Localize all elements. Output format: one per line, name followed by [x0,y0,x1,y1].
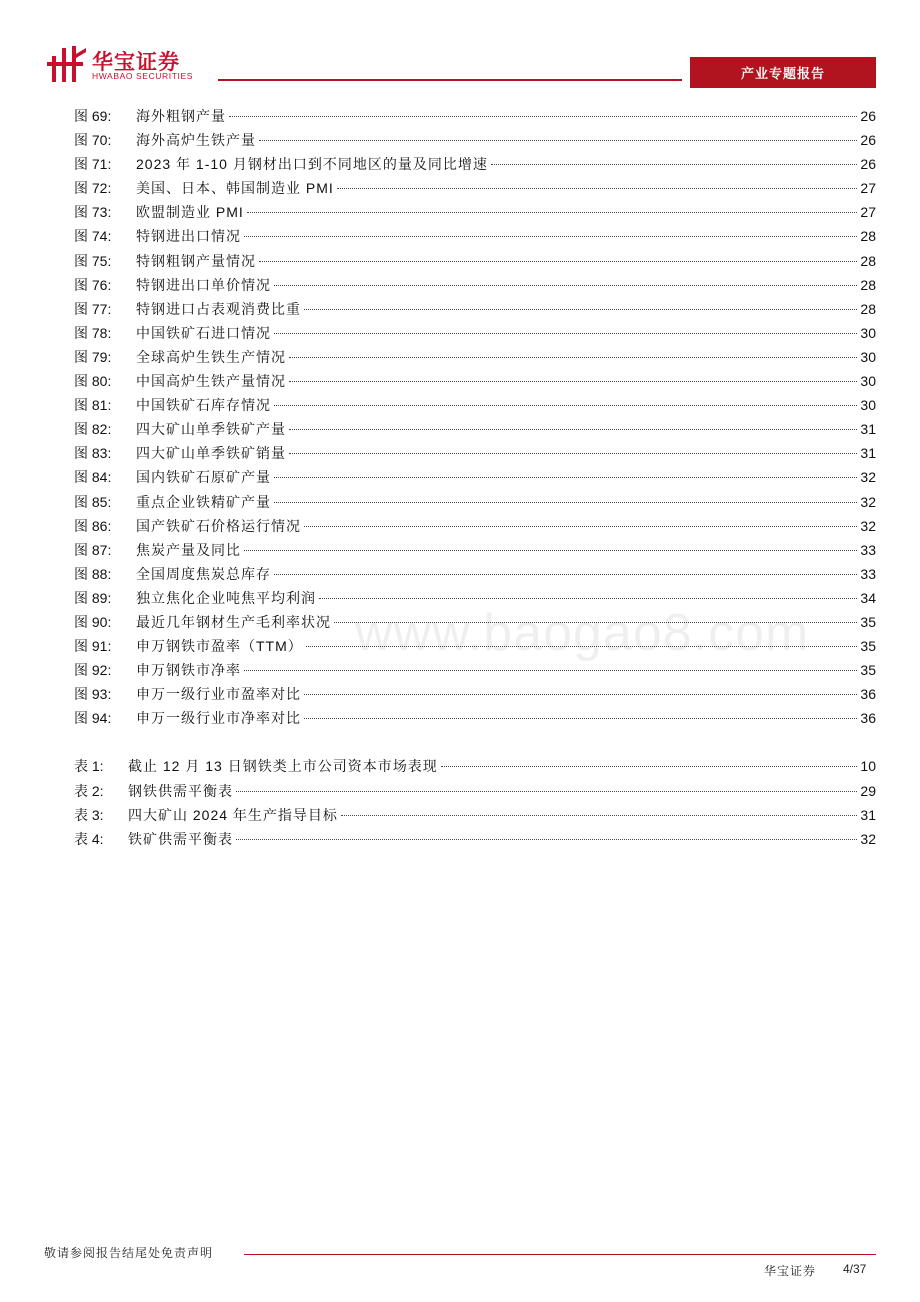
toc-figure-entry[interactable] [74,417,876,441]
toc-leader-dots [259,261,857,262]
toc-leader-dots [236,839,857,840]
toc-leader-dots [274,405,857,406]
toc-label: 图 78: [74,324,112,341]
toc-page-number: 36 [860,686,876,703]
toc-label: 图 79: [74,348,112,365]
toc-leader-dots [304,694,857,695]
toc-title: 四大矿山单季铁矿产量 [136,421,286,438]
toc-title: 申万一级行业市盈率对比 [136,686,301,703]
toc-leader-dots [289,429,857,430]
toc-leader-dots [274,477,857,478]
toc-page-number: 36 [860,710,876,727]
toc-leader-dots [274,333,857,334]
toc-page-number: 28 [860,228,876,245]
toc-figure-entry[interactable] [74,490,876,514]
toc-title: 特钢进出口情况 [136,228,241,245]
toc-label: 图 80: [74,373,112,390]
toc-leader-dots [289,453,857,454]
toc-page-number: 28 [860,276,876,293]
toc-figure-entry[interactable] [74,538,876,562]
toc-title: 2023 年 1-10 月钢材出口到不同地区的量及同比增速 [136,156,488,173]
brand-logo [46,44,216,84]
toc-leader-dots [244,236,857,237]
toc-label: 图 74: [74,228,112,245]
toc-label: 图 94: [74,710,112,727]
toc-page-number: 31 [860,445,876,462]
toc-leader-dots [274,502,857,503]
brand-name-cn: 华宝证券 [92,51,180,74]
toc-label: 图 89: [74,589,112,606]
toc-title: 中国高炉生铁产量情况 [136,373,286,390]
toc-title: 重点企业铁精矿产量 [136,493,271,510]
toc-title: 四大矿山 2024 年生产指导目标 [128,806,338,823]
brand-name-en: HWABAO SECURITIES [92,71,194,81]
toc-label: 表 2: [74,782,104,799]
toc-figure-entry[interactable] [74,297,876,321]
toc-label: 图 83: [74,445,112,462]
toc-table-entry[interactable] [74,827,876,851]
toc-figure-entry[interactable] [74,321,876,345]
toc-figure-entry[interactable] [74,345,876,369]
toc-page-number: 26 [860,132,876,149]
footer-divider [244,1254,876,1255]
toc-figure-entry[interactable] [74,104,876,128]
toc-title: 特钢进出口单价情况 [136,276,271,293]
toc-figure-entry[interactable] [74,465,876,489]
toc-label: 图 93: [74,686,112,703]
toc-label: 图 72: [74,180,112,197]
toc-leader-dots [341,815,857,816]
toc-leader-dots [274,574,857,575]
toc-page-number: 27 [860,204,876,221]
toc-page-number: 32 [860,493,876,510]
toc-title: 独立焦化企业吨焦平均利润 [136,589,316,606]
toc-label: 表 4: [74,830,104,847]
toc-figure-entry[interactable] [74,514,876,538]
toc-leader-dots [236,791,857,792]
toc-title: 申万钢铁市盈率（TTM） [136,638,303,655]
page-header [0,0,920,100]
toc-title: 铁矿供需平衡表 [128,830,233,847]
toc-page-number: 35 [860,638,876,655]
report-type-badge: 产业专题报告 [690,57,876,88]
toc-title: 特钢进口占表观消费比重 [136,300,301,317]
toc-leader-dots [247,212,858,213]
toc-label: 表 3: [74,806,104,823]
toc-label: 图 71: [74,156,112,173]
toc-label: 图 75: [74,252,112,269]
toc-label: 图 91: [74,638,112,655]
toc-label: 图 88: [74,565,112,582]
toc-title: 中国铁矿石进口情况 [136,324,271,341]
toc-leader-dots [244,670,857,671]
toc-label: 图 84: [74,469,112,486]
toc-figure-entry[interactable] [74,441,876,465]
toc-page-number: 30 [860,324,876,341]
toc-leader-dots [319,598,857,599]
toc-page-number: 30 [860,397,876,414]
toc-page-number: 35 [860,662,876,679]
toc-title: 全国周度焦炭总库存 [136,565,271,582]
toc-page-number: 32 [860,830,876,847]
toc-page-number: 30 [860,348,876,365]
toc-leader-dots [259,140,857,141]
toc-label: 图 82: [74,421,112,438]
toc-page-number: 32 [860,517,876,534]
toc-title: 全球高炉生铁生产情况 [136,348,286,365]
toc-leader-dots [304,718,857,719]
toc-leader-dots [491,164,858,165]
watermark-text: www.baogao8.com [355,604,810,662]
toc-label: 图 76: [74,276,112,293]
toc-table-entry[interactable] [74,779,876,803]
toc-page-number: 30 [860,373,876,390]
toc-title: 截止 12 月 13 日钢铁类上市公司资本市场表现 [128,758,438,775]
toc-figure-entry[interactable] [74,152,876,176]
toc-figure-entry[interactable] [74,224,876,248]
toc-label: 图 77: [74,300,112,317]
toc-page-number: 27 [860,180,876,197]
toc-figure-entry[interactable] [74,200,876,224]
toc-label: 图 86: [74,517,112,534]
toc-leader-dots [337,188,858,189]
toc-title: 国产铁矿石价格运行情况 [136,517,301,534]
table-of-figures [74,104,876,851]
toc-page-number: 28 [860,300,876,317]
toc-leader-dots [441,766,858,767]
toc-title: 国内铁矿石原矿产量 [136,469,271,486]
toc-title: 海外粗钢产量 [136,108,226,124]
toc-title: 美国、日本、韩国制造业 PMI [136,180,334,197]
toc-page-number: 35 [860,613,876,630]
toc-page-number: 34 [860,589,876,606]
toc-title: 中国铁矿石库存情况 [136,397,271,414]
toc-figure-entry[interactable] [74,273,876,297]
toc-figure-entry[interactable] [74,706,876,730]
toc-leader-dots [304,309,857,310]
toc-leader-dots [244,550,857,551]
page-number: 4/37 [843,1262,867,1276]
toc-page-number: 33 [860,541,876,558]
toc-title: 海外高炉生铁产量 [136,132,256,149]
toc-page-number: 28 [860,252,876,269]
toc-label: 图 90: [74,613,112,630]
toc-title: 申万钢铁市净率 [136,662,241,679]
toc-title: 最近几年钢材生产毛利率状况 [136,613,331,630]
toc-page-number: 10 [860,758,876,775]
toc-leader-dots [289,381,857,382]
toc-page-number: 32 [860,469,876,486]
toc-figure-entry[interactable] [74,393,876,417]
toc-title: 焦炭产量及同比 [136,541,241,558]
toc-title: 四大矿山单季铁矿销量 [136,445,286,462]
toc-label: 图 69: [74,108,112,124]
hwabao-logo-icon [46,44,88,84]
toc-label: 图 92: [74,662,112,679]
toc-title: 钢铁供需平衡表 [128,782,233,799]
toc-page-number: 29 [860,782,876,799]
toc-figure-entry[interactable] [74,682,876,706]
toc-page-number: 31 [860,806,876,823]
toc-figure-entry[interactable] [74,128,876,152]
toc-section-gap [74,730,876,754]
toc-title: 欧盟制造业 PMI [136,204,244,221]
toc-page-number: 33 [860,565,876,582]
toc-table-entry[interactable] [74,803,876,827]
toc-label: 图 87: [74,541,112,558]
footer-disclaimer: 敬请参阅报告结尾处免责声明 [44,1246,214,1260]
toc-label: 图 70: [74,132,112,149]
toc-leader-dots [289,357,857,358]
toc-page-number: 26 [860,108,876,124]
toc-table-entry[interactable] [74,754,876,778]
toc-leader-dots [229,116,857,117]
toc-title: 申万一级行业市净率对比 [136,710,301,727]
toc-figure-entry[interactable] [74,562,876,586]
toc-figure-entry[interactable] [74,249,876,273]
toc-title: 特钢粗钢产量情况 [136,252,256,269]
toc-label: 图 85: [74,493,112,510]
toc-figure-entry[interactable] [74,369,876,393]
toc-label: 图 73: [74,204,112,221]
toc-figure-entry[interactable] [74,176,876,200]
toc-label: 图 81: [74,397,112,414]
toc-leader-dots [304,526,857,527]
footer-company: 华宝证券 [764,1264,817,1278]
toc-leader-dots [274,285,857,286]
header-divider [218,79,682,81]
toc-label: 表 1: [74,758,104,775]
toc-page-number: 31 [860,421,876,438]
toc-page-number: 26 [860,156,876,173]
